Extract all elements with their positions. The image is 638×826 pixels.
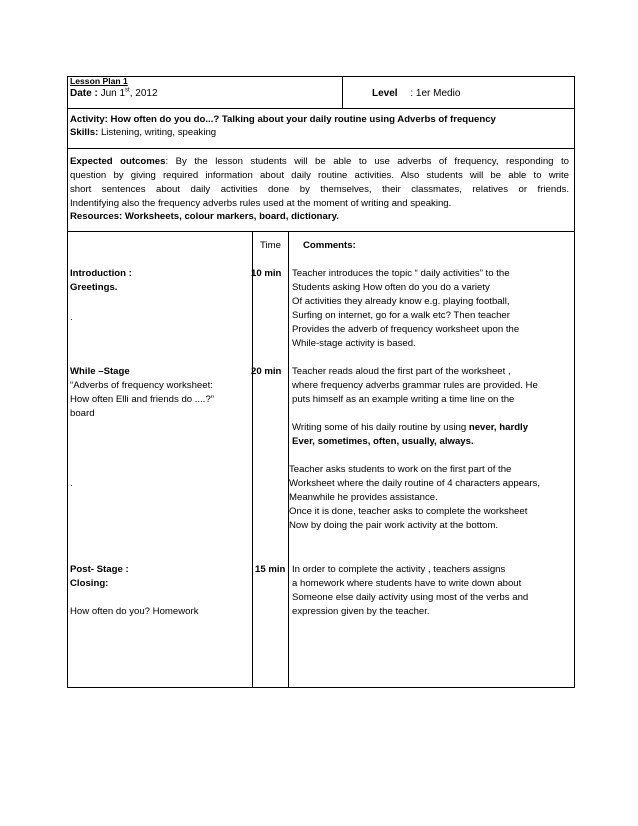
stage-post-title: Post- Stage : xyxy=(70,564,129,575)
comment-line: Meanwhile he provides assistance. xyxy=(289,492,438,503)
table-divider-left xyxy=(252,231,253,688)
comment-line: Students asking How often do you do a variety xyxy=(292,282,490,293)
resources-line: Resources: Worksheets, colour markers, board, dictionary. xyxy=(70,211,339,222)
outcomes-line-1 xyxy=(70,156,569,168)
stage-while-time: 20 min xyxy=(251,366,282,377)
comment-adverbs-prefix: Writing some of his daily routine by using xyxy=(292,422,469,433)
comment-line: Teacher asks students to work on the first part of the xyxy=(289,464,512,475)
outcomes-line-4: Indentifying also the frequency adverbs rules used at the moment of writing and speaking. xyxy=(70,198,452,209)
comment-line: a homework where students have to write down about xyxy=(292,578,522,589)
comment-line: Teacher introduces the topic “ daily activities” to the xyxy=(292,268,510,279)
stage-while-title: While –Stage xyxy=(70,366,130,377)
outcomes-line-2: question by giving required information about daily routine activities. Also students will be able to write xyxy=(70,170,569,181)
comment-line: Surfing on internet, go for a walk etc? Then teacher xyxy=(292,310,510,321)
date-sup: st xyxy=(125,87,130,94)
outcomes-label: Expected outcomes xyxy=(70,156,166,167)
activity-line xyxy=(70,114,496,126)
lesson-plan-document xyxy=(67,76,575,688)
comment-line-adverbs-2: Ever, sometimes, often, usually, always. xyxy=(292,436,474,447)
comment-line: Once it is done, teacher asks to complete the worksheet xyxy=(289,506,528,517)
lesson-plan-label: Lesson Plan 1 xyxy=(70,76,128,86)
stage-intro-extra: . xyxy=(70,312,73,323)
stage-while-subtitle-2: How often Elli and friends do ....?” xyxy=(70,394,214,405)
stage-post-time: 15 min xyxy=(255,564,286,575)
stage-while-extra: . xyxy=(70,478,73,489)
skills-line xyxy=(70,127,216,139)
date-year: , 2012 xyxy=(129,88,158,99)
stage-intro-subtitle: Greetings. xyxy=(70,282,118,293)
date-label: Date : xyxy=(70,88,98,99)
activity-label: Activity: xyxy=(70,114,108,125)
comment-line: Of activities they already know e.g. playing football, xyxy=(292,296,510,307)
comment-line: where frequency adverbs grammar rules are provided. He xyxy=(292,380,538,391)
comment-adverbs-bold: never, hardly xyxy=(468,422,529,433)
outcomes-line-1-text: : By the lesson students will be able to use adverbs of frequency, responding to xyxy=(165,156,569,167)
comment-line: Now by doing the pair work activity at the bottom. xyxy=(289,520,499,531)
stage-while-subtitle: “Adverbs of frequency worksheet: xyxy=(70,380,213,391)
date-value: Jun 1 xyxy=(100,88,126,99)
comment-line: Someone else daily activity using most of the verbs and xyxy=(292,592,529,603)
header-divider xyxy=(342,76,343,109)
comment-line: Teacher reads aloud the first part of the worksheet , xyxy=(292,366,511,377)
comment-line: In order to complete the activity , teachers assigns xyxy=(292,564,506,575)
comments-header: Comments: xyxy=(303,240,356,251)
stage-while-subtitle-3: board xyxy=(70,408,95,419)
stage-post-subtitle: Closing: xyxy=(70,578,109,589)
skills-label: Skills: xyxy=(70,127,99,138)
time-header: Time xyxy=(260,240,281,251)
comment-line-adverbs xyxy=(292,422,528,434)
comment-line: While-stage activity is based. xyxy=(292,338,416,349)
stage-intro-title: Introduction : xyxy=(70,268,132,279)
comment-line: Worksheet where the daily routine of 4 characters appears, xyxy=(289,478,540,489)
activity-text: How often do you do...? Talking about your daily routine using Adverbs of frequency xyxy=(110,114,496,125)
level-row xyxy=(372,88,460,100)
skills-text: Listening, writing, speaking xyxy=(100,127,217,138)
stage-post-extra: How often do you? Homework xyxy=(70,606,199,617)
comment-line: Provides the adverb of frequency worksheet upon the xyxy=(292,324,520,335)
outcomes-line-3: short sentences about daily activities done by themselves, their classmates, relatives or friends. xyxy=(70,184,569,195)
date-row xyxy=(70,88,158,100)
table-divider-right xyxy=(288,231,289,688)
stage-intro-time: 10 min xyxy=(251,268,282,279)
level-value: : 1er Medio xyxy=(410,88,461,99)
level-label: Level xyxy=(372,88,398,99)
comment-line: expression given by the teacher. xyxy=(292,606,430,617)
comment-line: puts himself as an example writing a time line on the xyxy=(292,394,515,405)
